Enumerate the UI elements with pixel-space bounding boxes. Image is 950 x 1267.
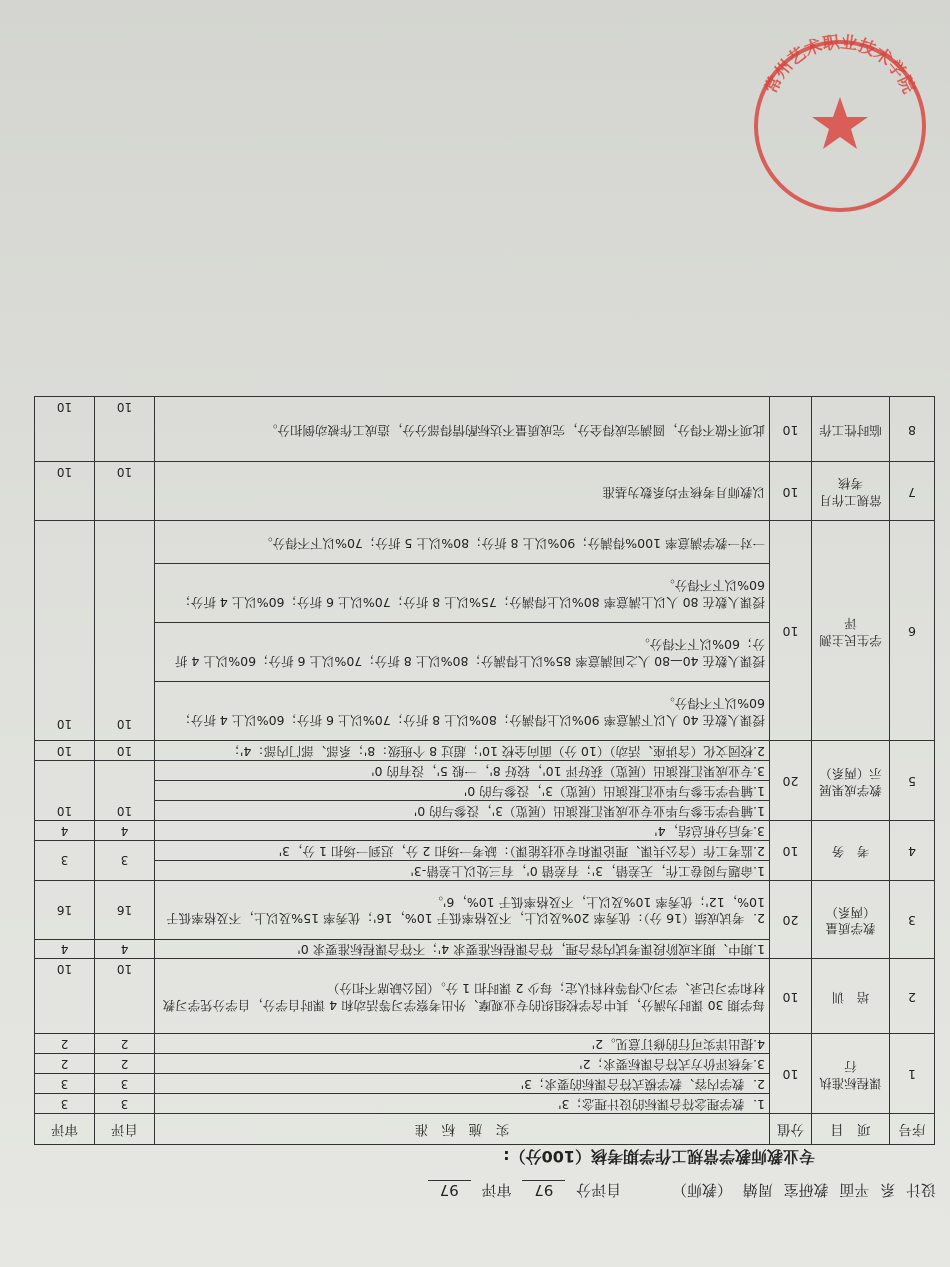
row-no: 3 xyxy=(890,880,935,959)
row-no: 8 xyxy=(890,397,935,462)
table-row xyxy=(35,1094,935,1114)
row-standard: 2．考试成绩（16 分）：优秀率 20%及以上，不及格率低于 10%，16'；优秀率 15%及以上，不及格率低于 10%，12'；优秀率 10%及以上，不及格率低于 10%，6'。 xyxy=(155,880,770,939)
row-score: 10 xyxy=(770,521,812,741)
row-item: 课程标准执行 xyxy=(812,1034,890,1114)
table-row xyxy=(35,959,935,1034)
teacher-suffix: （教师） xyxy=(672,1181,733,1199)
official-seal xyxy=(745,31,935,221)
row-item: 教学成果展示（两系） xyxy=(812,741,890,821)
row-standard: 2.校园文化（含讲座、活动）（10 分）面向全校 10'；超过 8 个班级：8'；系部、部门内部：4'； xyxy=(155,741,770,761)
row-score: 10 xyxy=(770,959,812,1034)
row-standard: 3.专业成果汇报演出（展览）获好评 10'，较好 8'，一般 5'，没有的 0' xyxy=(155,761,770,781)
row-standard: 2．教学内容、教学模式符合课标的要求；3' xyxy=(155,1074,770,1094)
row-final-score: 2 xyxy=(35,1054,95,1074)
evaluation-table xyxy=(34,397,935,1146)
col-header-self: 自评 xyxy=(95,1114,155,1145)
col-header-score: 分值 xyxy=(770,1114,812,1145)
row-self-score: 4 xyxy=(95,821,155,841)
section-suffix: 教研室 xyxy=(783,1181,829,1199)
row-item: 常规工作月考核 xyxy=(812,462,890,521)
row-self-score: 16 xyxy=(95,880,155,939)
row-no: 4 xyxy=(890,821,935,881)
seal-text: 常州艺术职业技术学院 xyxy=(761,32,919,97)
row-self-score: 10 xyxy=(95,521,155,741)
row-self-score: 3 xyxy=(95,1094,155,1114)
col-header-final: 审评 xyxy=(35,1114,95,1145)
page-title: 专业教师教学常规工作学期考核（100分）: xyxy=(503,1147,815,1166)
row-standard: 1.期中、期末或阶段课考试内容合理，符合课程标准要求 4'；不符合课程标准要求 0' xyxy=(155,939,770,959)
row-standard: 1.辅导学生参与毕业汇报演出（展览）3'，没参与的 0' xyxy=(155,781,770,801)
row-item: 临时性工作 xyxy=(812,397,890,462)
final-eval-value: 97 xyxy=(428,1180,471,1199)
row-self-score: 10 xyxy=(95,741,155,761)
self-eval-value: 97 xyxy=(522,1180,565,1199)
row-no: 2 xyxy=(890,959,935,1034)
row-standard: 一对一教学满意率 100%得满分；90%以上 8 折分；80%以上 5 折分；70%以下不得分。 xyxy=(155,521,770,564)
row-standard: 授课人数在 40 人以下满意率 90%以上得满分；80%以上 8 折分；70%以上 6 折分；60%以上 4 折分；60%以下不得分。 xyxy=(155,682,770,741)
row-self-score: 10 xyxy=(95,959,155,1034)
table-row xyxy=(35,860,935,880)
row-standard: 1．教学理念符合课标的设计理念；3' xyxy=(155,1094,770,1114)
row-item: 学生民主测评 xyxy=(812,521,890,741)
department: 设计 xyxy=(905,1181,936,1199)
row-final-score: 16 xyxy=(35,880,95,939)
row-standard: 3.考核评价方式符合课标要求；2' xyxy=(155,1054,770,1074)
row-final-score: 3 xyxy=(35,840,95,880)
row-item: 教学质量（两系） xyxy=(812,880,890,959)
col-header-standard: 实 施 标 准 xyxy=(155,1114,770,1145)
row-final-score: 10 xyxy=(35,959,95,1034)
table-header-row xyxy=(35,1114,935,1145)
row-final-score: 3 xyxy=(35,1074,95,1094)
table-row xyxy=(35,939,935,959)
col-header-no: 序号 xyxy=(890,1114,935,1145)
row-standard: 3.考后分析总结，4' xyxy=(155,821,770,841)
row-self-score: 3 xyxy=(95,840,155,880)
teacher-name: 周婧 xyxy=(742,1181,773,1199)
table-row xyxy=(35,462,935,521)
row-final-score: 10 xyxy=(35,521,95,741)
row-score: 20 xyxy=(770,880,812,959)
row-final-score: 3 xyxy=(35,1094,95,1114)
row-final-score: 10 xyxy=(35,462,95,521)
row-score: 20 xyxy=(770,741,812,821)
row-score: 10 xyxy=(770,821,812,881)
row-final-score: 4 xyxy=(35,939,95,959)
department-suffix: 系 xyxy=(880,1181,896,1199)
row-standard: 1.辅导学生参与毕业专业成果汇报演出（展览）3'，没参与的 0' xyxy=(155,801,770,821)
row-self-score: 2 xyxy=(95,1034,155,1054)
row-no: 6 xyxy=(890,521,935,741)
final-eval-label: 审评 xyxy=(481,1181,512,1199)
row-final-score: 2 xyxy=(35,1034,95,1054)
row-score: 10 xyxy=(770,1034,812,1114)
row-standard: 授课人数在 40—80 人之间满意率 85%以上得满分；80%以上 8 折分；70%以上 6 折分；60%以上 4 折分；60%以下不得分。 xyxy=(155,623,770,682)
row-item: 培 训 xyxy=(812,959,890,1034)
row-score: 10 xyxy=(770,462,812,521)
table-row xyxy=(35,801,935,821)
row-final-score: 10 xyxy=(35,761,95,821)
row-final-score: 10 xyxy=(35,397,95,462)
row-standard: 1.命题与阅卷工作，无差错，3'；有差错 0'，有三处以上差错-3' xyxy=(155,860,770,880)
row-standard: 4.提出详实可行的修订意见。2' xyxy=(155,1034,770,1054)
header-line xyxy=(16,1180,936,1201)
row-standard: 以教师月考核平均系数为基准 xyxy=(155,462,770,521)
table-row xyxy=(35,682,935,741)
col-header-item: 项 目 xyxy=(812,1114,890,1145)
row-self-score: 3 xyxy=(95,1074,155,1094)
row-final-score: 4 xyxy=(35,821,95,841)
row-self-score: 4 xyxy=(95,939,155,959)
section: 平面 xyxy=(839,1181,870,1199)
row-score: 10 xyxy=(770,397,812,462)
row-self-score: 10 xyxy=(95,462,155,521)
row-self-score: 10 xyxy=(95,761,155,821)
seal-star-icon xyxy=(812,97,868,149)
row-standard: 每学期 30 课时为满分，其中含学校组织的专业观摩、外出考察学习等活动和 4 课时自学分，自学分凭学习教材和学习记录、学习心得等材料认定；每少 2 课时扣 1 分。（因公缺席不扣分） xyxy=(155,959,770,1034)
row-final-score: 10 xyxy=(35,741,95,761)
row-standard: 此项不做不得分，圆满完成得全分，完成质量不达标酌情得部分分，造成工作被动倒扣分。 xyxy=(155,397,770,462)
row-standard: 2.监考工作（含公共课、理论课和专业技能课）：缺考一场扣 2 分，迟到一场扣 1 分，3' xyxy=(155,840,770,860)
self-eval-label: 自评分 xyxy=(576,1181,622,1199)
row-self-score: 10 xyxy=(95,397,155,462)
row-no: 1 xyxy=(890,1034,935,1114)
row-item: 考 务 xyxy=(812,821,890,881)
row-standard: 授课人数在 80 人以上满意率 80%以上得满分；75%以上 8 折分；70%以上 6 折分；60%以上 4 折分；60%以下不得分。 xyxy=(155,564,770,623)
row-no: 5 xyxy=(890,741,935,821)
row-no: 7 xyxy=(890,462,935,521)
table-row xyxy=(35,397,935,462)
row-self-score: 2 xyxy=(95,1054,155,1074)
